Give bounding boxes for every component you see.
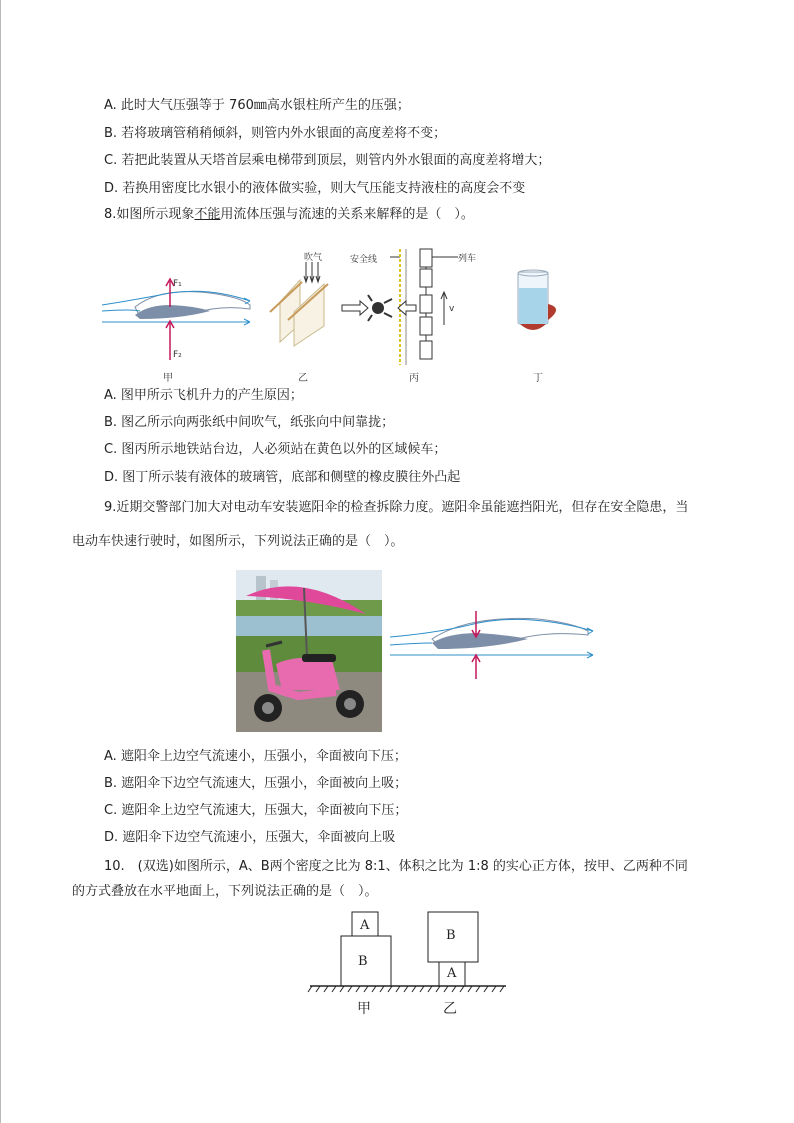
q10-label-yi: 乙 (443, 1001, 457, 1017)
q8-label-bing: 丙 (409, 373, 419, 384)
q9-stem-line2: 电动车快速行驶时，如图所示，下列说法正确的是（ ）。 (72, 534, 404, 549)
q9-stem-line1: 9.近期交警部门加大对电动车安装遮阳伞的检查拆除力度。遮阳伞虽能遮挡阳光，但存在安全隐患，当 (104, 500, 689, 515)
q8-label-safety-line: 安全线 (350, 255, 378, 265)
q8-option-a: A. 图甲所示飞机升力的产生原因； (104, 388, 303, 403)
page-left-border (0, 0, 1, 1123)
q10-jia-block-a-label: A (360, 918, 370, 933)
q10-label-jia: 甲 (357, 1001, 371, 1017)
q10-stem-line2: 的方式叠放在水平地面上，下列说法正确的是（ ）。 (72, 884, 378, 899)
q9-option-c: C. 遮阳伞上边空气流速大，压强大，伞面被向下压； (104, 803, 408, 818)
q7-option-b: B. 若将玻璃管稍稍倾斜，则管内外水银面的高度差将不变； (104, 126, 447, 141)
q10-yi-block-a-label: A (447, 966, 457, 981)
q7-option-a: A. 此时大气压强等于 760㎜高水银柱所产生的压强； (104, 98, 410, 113)
q7-option-c: C. 若把此装置从天塔首层乘电梯带到顶层，则管内外水银面的高度差将增大； (104, 153, 551, 168)
q8-label-blow: 吹气 (304, 253, 323, 263)
q8-label-velocity: v (449, 304, 455, 314)
q10-yi-block-b-label: B (446, 928, 456, 943)
q8-label-train: 列车 (458, 254, 477, 264)
q8-figure-bing-platform (340, 245, 460, 370)
q8-option-c: C. 图丙所示地铁站台边，人必须站在黄色以外的区域候车； (104, 442, 447, 457)
q9-option-a: A. 遮阳伞上边空气流速小，压强小，伞面被向下压； (104, 749, 407, 764)
q10-stem-line1: 10. (双选)如图所示，A、B两个密度之比为 8:1、体积之比为 1:8 的实心正方体，按甲、乙两种不同 (104, 859, 688, 874)
q8-stem (104, 206, 474, 224)
q10-stacked-blocks-figure (308, 908, 508, 1000)
q8-stem-suffix: 用流体压强与流速的关系来解释的是（ ）。 (220, 207, 474, 222)
q8-figure-ding-tube (512, 268, 572, 340)
q8-option-b: B. 图乙所示向两张纸中间吹气，纸张向中间靠拢； (104, 415, 395, 430)
q10-jia-block-b-label: B (358, 954, 368, 969)
q8-figure-yi-papers (264, 262, 334, 352)
q9-scooter-photo (236, 570, 382, 732)
q8-option-d: D. 图丁所示装有液体的玻璃管，底部和侧壁的橡皮膜往外凸起 (104, 470, 461, 485)
q7-option-d: D. 若换用密度比水银小的液体做实验，则大气压能支持液柱的高度会不变 (104, 181, 526, 196)
force-label-bottom: F₂ (173, 350, 182, 360)
q8-label-jia: 甲 (163, 373, 173, 384)
force-label-top: F₁ (173, 279, 182, 289)
q9-option-b: B. 遮阳伞下边空气流速大，压强小，伞面被向上吸； (104, 776, 408, 791)
q8-stem-prefix: 8.如图所示现象 (104, 207, 195, 222)
q9-umbrella-airflow-diagram (388, 605, 598, 685)
q9-option-d: D. 遮阳伞下边空气流速小，压强大，伞面被向上吸 (104, 830, 396, 845)
q8-label-yi: 乙 (298, 373, 308, 384)
q8-stem-emphasis: 不能 (194, 207, 221, 222)
q8-label-ding: 丁 (533, 373, 543, 384)
